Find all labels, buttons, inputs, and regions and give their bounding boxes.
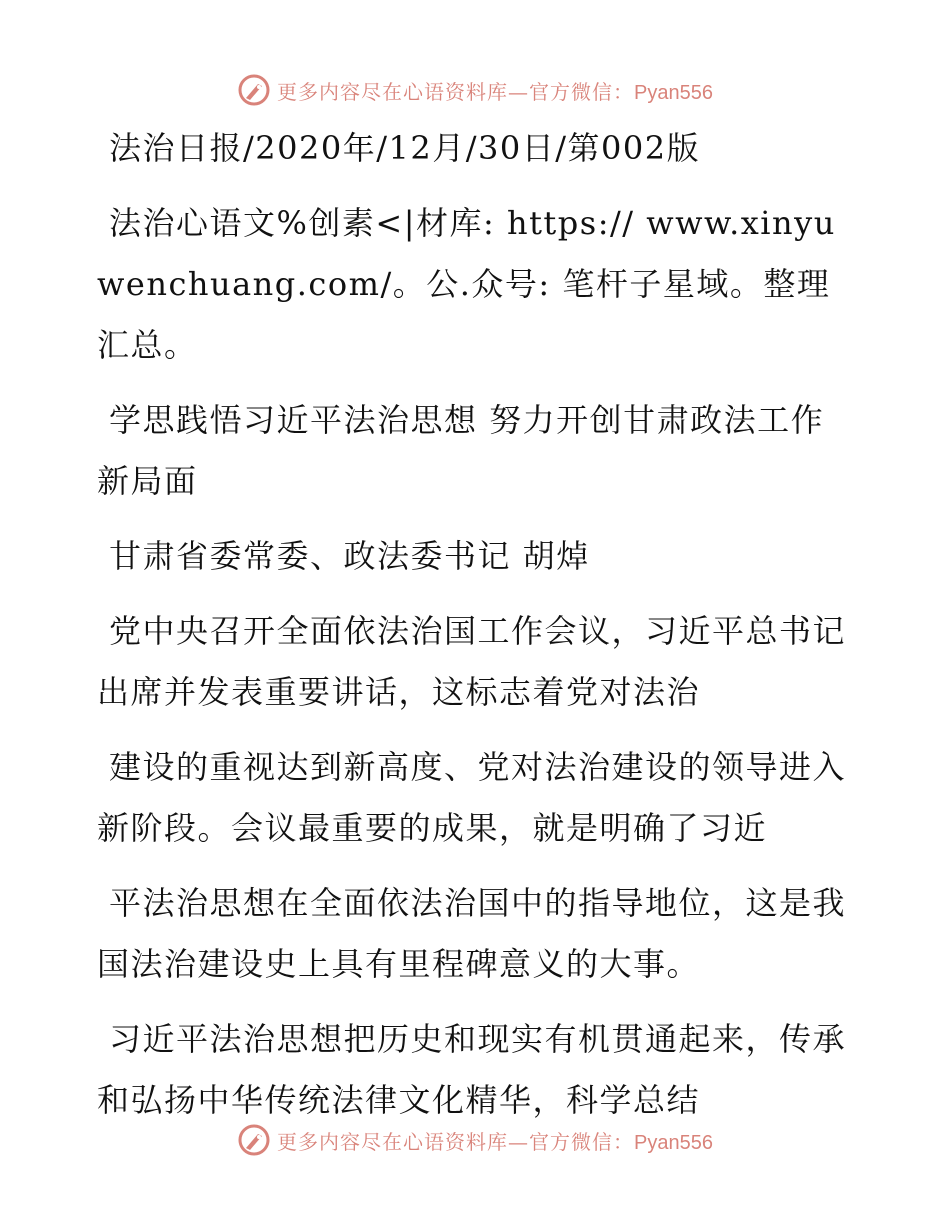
watermark-wechat: Pyan556 — [634, 81, 713, 104]
watermark-banner-bottom — [0, 1120, 950, 1160]
article-body — [97, 118, 857, 1145]
paragraph-body-4: 习近平法治思想把历史和现实有机贯通起来，传承和弘扬中华传统法律文化精华，科学总结 — [97, 1020, 847, 1119]
paragraph-dateline: 法治日报/2020年/12月/30日/第002版 — [109, 129, 701, 167]
paragraph-author: 甘肃省委常委、政法委书记 胡焯 — [109, 537, 590, 575]
pen-nib-circle-icon — [237, 73, 271, 107]
paragraph-body-2: 建设的重视达到新高度、党对法治建设的领导进入新阶段。会议最重要的成果，就是明确了习近 — [97, 748, 847, 847]
paragraph-source-note: 法治心语文%创素<|材库: https:// www.xinyuwenchuang.com/。公.众号: 笔杆子星域。整理汇总。 — [97, 204, 836, 364]
watermark-text: 更多内容尽在心语资料库—官方微信：Pyan556 — [277, 1129, 713, 1154]
paragraph-headline: 学思践悟习近平法治思想 努力开创甘肃政法工作新局面 — [97, 401, 825, 500]
paragraph-body-3: 平法治思想在全面依法治国中的指导地位，这是我国法治建设史上具有里程碑意义的大事。 — [97, 884, 847, 983]
watermark-banner-top — [0, 70, 950, 110]
pen-nib-circle-icon — [237, 1123, 271, 1157]
watermark-text: 更多内容尽在心语资料库—官方微信：Pyan556 — [277, 79, 713, 104]
watermark-wechat: Pyan556 — [634, 1131, 713, 1154]
paragraph-body-1: 党中央召开全面依法治国工作会议，习近平总书记出席并发表重要讲话，这标志着党对法治 — [97, 612, 847, 711]
